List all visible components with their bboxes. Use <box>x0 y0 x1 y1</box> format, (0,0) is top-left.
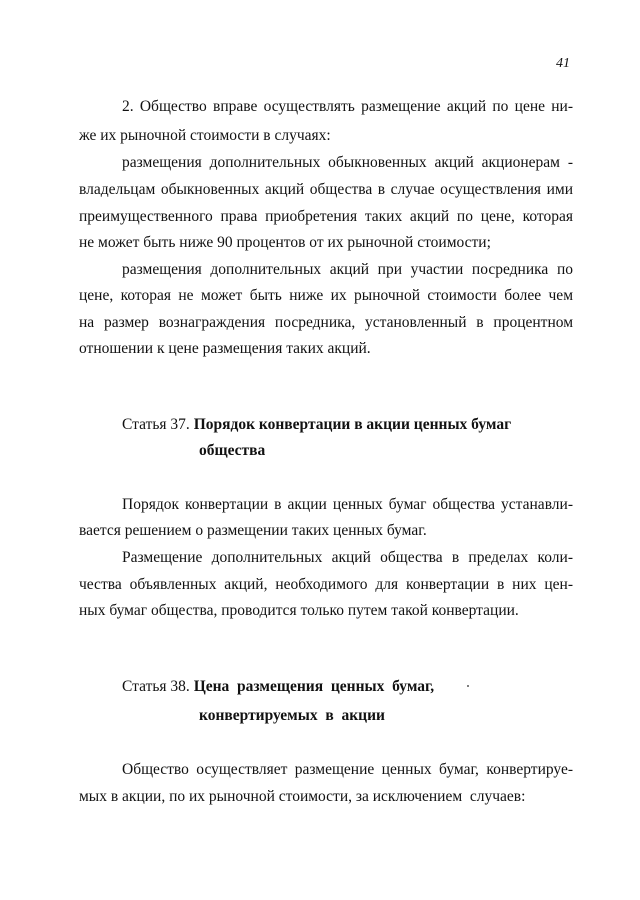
case-1-line-1: размещения дополнительных обыкновенных акций акционерам - <box>122 154 573 171</box>
article-38-heading <box>122 677 434 697</box>
paragraph-2-line-2: же их рыночной стоимости в случаях: <box>79 127 331 144</box>
case-2-line-4: отношении к цене размещения таких акций. <box>79 340 371 357</box>
page-number: 41 <box>556 56 570 71</box>
article-38-title-line-2: конвертируемых в акции <box>199 707 385 724</box>
case-1-line-3: преимущественного права приобретения таких акций по цене, которая <box>79 208 573 225</box>
case-2-line-3: на размер вознаграждения посредника, установленный в процентном <box>79 314 573 331</box>
article-38-para-1-line-1: Общество осуществляет размещение ценных бумаг, конвертируе- <box>122 761 573 778</box>
article-37-para-2-line-3: ных бумаг общества, проводится только путем такой конвертации. <box>79 602 519 619</box>
article-37-para-2-line-1: Размещение дополнительных акций общества в пределах коли- <box>122 549 573 566</box>
article-37-para-1-line-2: вается решением о размещении таких ценных бумаг. <box>79 522 427 539</box>
case-1-line-2: владельцам обыкновенных акций общества в случае осуществления ими <box>79 181 573 198</box>
case-2-line-1: размещения дополнительных акций при участии посредника по <box>122 261 573 278</box>
article-38-para-1-line-2: мых в акции, по их рыночной стоимости, за исключением случаев: <box>79 788 526 805</box>
article-38-title-line-1: Цена размещения ценных бумаг, <box>193 678 435 695</box>
scan-speck <box>467 685 469 687</box>
article-37-prefix: Статья 37. <box>122 416 190 433</box>
article-38-prefix: Статья 38. <box>122 678 190 695</box>
article-37-para-2-line-2: чества объявленных акций, необходимого для конвертации в них цен- <box>79 576 573 593</box>
article-37-title-line-2: общества <box>199 442 266 459</box>
case-2-line-2: цене, которая не может быть ниже их рыночной стоимости более чем <box>79 287 573 304</box>
case-1-line-4: не может быть ниже 90 процентов от их рыночной стоимости; <box>79 234 491 251</box>
article-37-title-line-1: Порядок конвертации в акции ценных бумаг <box>193 416 512 433</box>
paragraph-2-line-1: 2. Общество вправе осуществлять размещение акций по цене ни- <box>122 98 573 115</box>
article-37-heading <box>122 415 511 435</box>
article-37-para-1-line-1: Порядок конвертации в акции ценных бумаг общества устанавли- <box>122 496 573 513</box>
